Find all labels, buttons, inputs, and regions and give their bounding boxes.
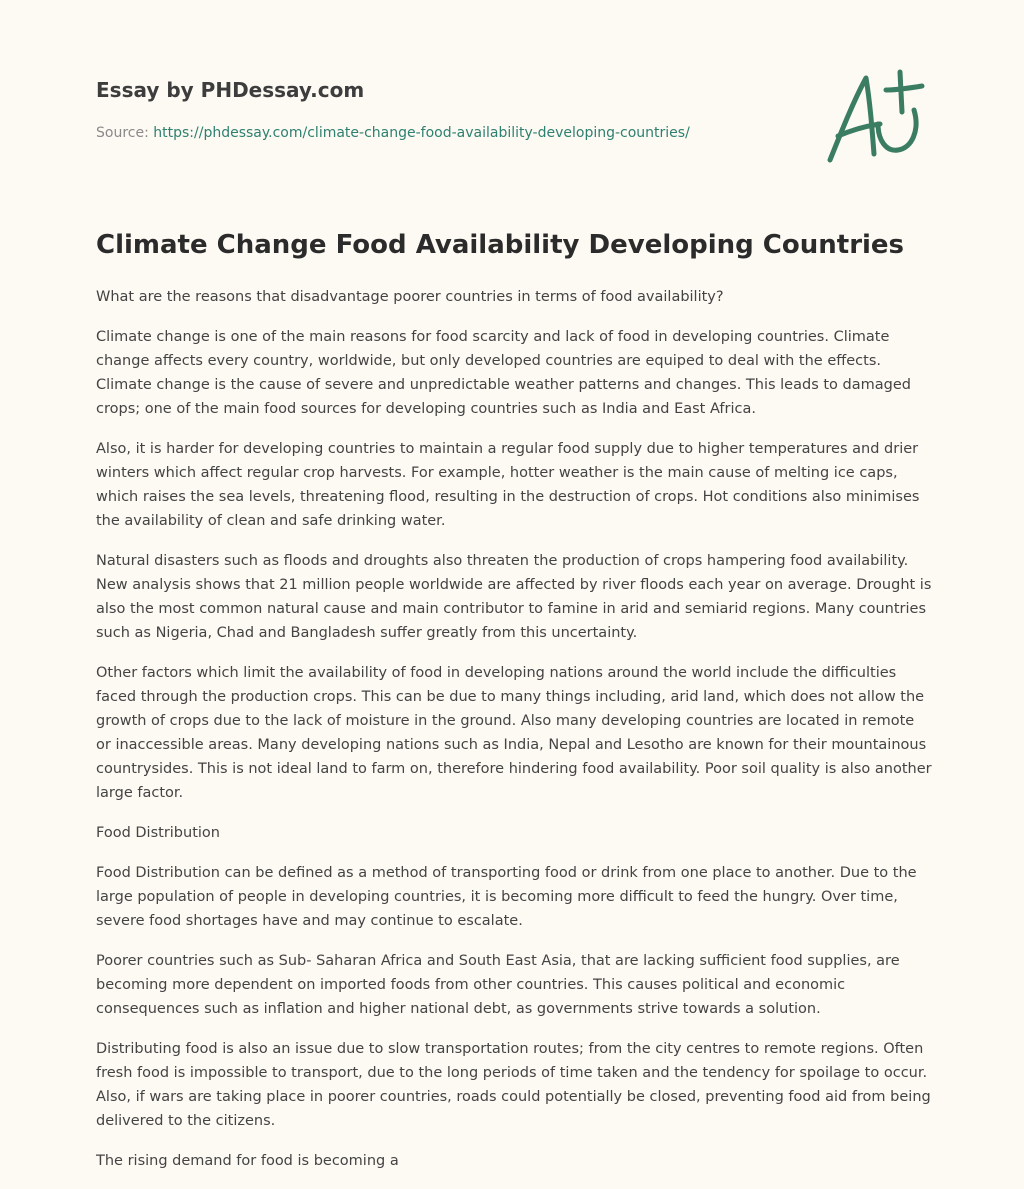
essay-paragraph: The rising demand for food is becoming a bbox=[96, 1153, 399, 1169]
essay-paragraph: Natural disasters such as floods and droughts also threaten the production of crops hampering food availability. New analysis shows that 21 million people worldwide are affected by river floods each year on average. Drought is also the most common natural cause and main contributor to famine in arid and semiarid regions. Many countries such as Nigeria, Chad and Bangladesh suffer greatly from this uncertainty. bbox=[96, 553, 932, 641]
source-label: Source: bbox=[96, 125, 154, 141]
page-header bbox=[96, 76, 796, 141]
source-link[interactable]: https://phdessay.com/climate-change-food-availability-developing-countries/ bbox=[153, 125, 690, 141]
section-heading: Food Distribution bbox=[96, 825, 220, 841]
essay-paragraph: Other factors which limit the availability of food in developing nations around the world include the difficulties faced through the production crops. This can be due to many things including, arid land, which does not allow the growth of crops due to the lack of moisture in the ground. Also many developing countries are located in remote or inaccessible areas. Many developing nations such as India, Nepal and Lesotho are known for their mountainous countrysides. This is not ideal land to farm on, therefore hindering food availability. Poor soil quality is also another large factor. bbox=[96, 665, 932, 801]
essay-paragraph: Also, it is harder for developing countries to maintain a regular food supply due to higher temperatures and drier winters which affect regular crop harvests. For example, hotter weather is the main cause of melting ice caps, which raises the sea levels, threatening flood, resulting in the destruction of crops. Hot conditions also minimises the availability of clean and safe drinking water. bbox=[96, 441, 920, 529]
source-line bbox=[96, 123, 690, 143]
essay-title: Climate Change Food Availability Developing Countries bbox=[96, 230, 905, 260]
essay-paragraph: Distributing food is also an issue due to slow transportation routes; from the city centres to remote regions. Often fresh food is impossible to transport, due to the long periods of time taken and the tendency for spoilage to occur. Also, if wars are taking place in poorer countries, roads could potentially be closed, preventing food aid from being delivered to the citizens. bbox=[96, 1041, 931, 1129]
brand-title: Essay by PHDessay.com bbox=[96, 78, 365, 102]
essay-paragraph: Poorer countries such as Sub- Saharan Africa and South East Asia, that are lacking sufficient food supplies, are becoming more dependent on imported foods from other countries. This causes political and economic consequences such as inflation and higher national debt, as governments strive towards a solution. bbox=[96, 953, 900, 1017]
essay-body bbox=[96, 285, 932, 1189]
essay-paragraph: Food Distribution can be defined as a method of transporting food or drink from one place to another. Due to the large population of people in developing countries, it is becoming more difficult to feed the hungry. Over time, severe food shortages have and may continue to escalate. bbox=[96, 865, 917, 929]
essay-paragraph: What are the reasons that disadvantage poorer countries in terms of food availability? bbox=[96, 289, 724, 305]
essay-paragraph: Climate change is one of the main reasons for food scarcity and lack of food in developing countries. Climate change affects every country, worldwide, but only developed countries are equiped to deal with the effects. Climate change is the cause of severe and unpredictable weather patterns and changes. This leads to damaged crops; one of the main food sources for developing countries such as India and East Africa. bbox=[96, 329, 911, 417]
a-plus-grade-logo-icon bbox=[820, 66, 930, 166]
